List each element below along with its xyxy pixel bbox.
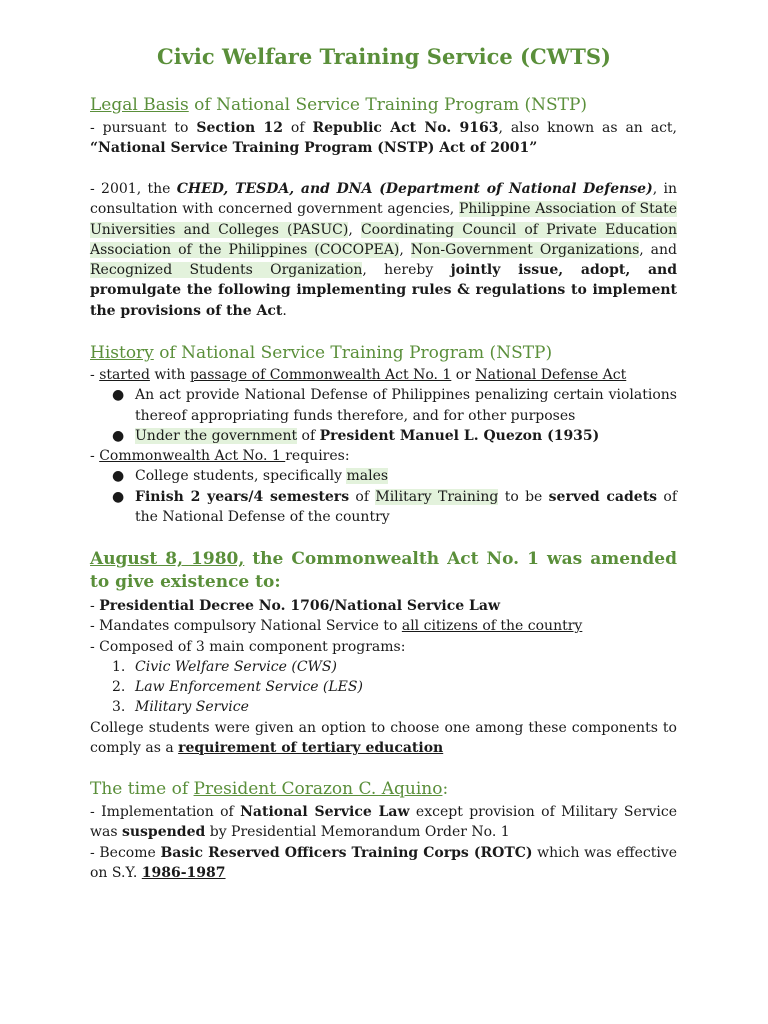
- suspended-text: suspended: [121, 824, 206, 841]
- history-bullets-2: [90, 466, 677, 527]
- rotc-text: Basic Reserved Officers Training Corps (ROTC): [160, 845, 533, 861]
- history-heading: [90, 342, 677, 364]
- list-number: 1.: [112, 658, 126, 675]
- bullet-icon: ●: [112, 387, 125, 404]
- bullet-icon: ●: [112, 468, 125, 485]
- august-heading-rest: the Commonwealth Act No. 1 was amended to give existence to:: [90, 549, 677, 592]
- text-run: The time of: [90, 779, 194, 799]
- history-heading-underlined: History: [90, 343, 154, 363]
- commonwealth-act-text: passage of Commonwealth Act No. 1: [189, 367, 452, 383]
- text-run: or: [451, 367, 476, 383]
- history-heading-rest: of National Service Training Program (NSTP): [153, 343, 553, 363]
- text-run: - 2001, the: [90, 181, 177, 197]
- pasuc-highlight: Philippine Association of State Universities and Colleges (PASUC): [90, 201, 677, 238]
- nstp-act-title: “National Service Training Program (NSTP) Act of 2001”: [90, 140, 538, 157]
- history-line-2: [90, 446, 677, 466]
- text-run: with: [149, 367, 190, 383]
- text-run: which was effective on S.Y.: [90, 845, 677, 882]
- national-defense-act-text: National Defense Act: [475, 367, 627, 383]
- text-run: -: [90, 367, 100, 383]
- quezon-text: President Manuel L. Quezon (1935): [319, 427, 600, 444]
- text-run: College students were given an option to choose one among these components to comply as a: [90, 719, 677, 757]
- page-title: Civic Welfare Training Service (CWTS): [156, 44, 611, 69]
- presidential-decree-text: Presidential Decree No. 1706/National Service Law: [99, 598, 501, 614]
- started-link: started: [99, 367, 150, 383]
- text-run: - Mandates compulsory National Service to: [90, 618, 402, 635]
- august-date: August 8, 1980,: [90, 549, 245, 569]
- legal-basis-heading-rest: of National Service Training Program (NSTP): [188, 95, 588, 115]
- text-run: College students, specifically: [135, 468, 347, 485]
- aquino-name: President Corazon C. Aquino: [193, 779, 443, 799]
- list-item: [90, 677, 677, 697]
- text-run: of: [349, 488, 376, 505]
- text-run: -: [90, 598, 100, 614]
- list-item: [90, 487, 677, 528]
- list-text: Civic Welfare Service (CWS): [135, 658, 337, 675]
- list-item: [90, 466, 677, 486]
- text-run: - Become: [90, 845, 161, 861]
- cocopea-highlight: Coordinating Council of Private Education Association of the Philippines (COCOPEA): [90, 221, 677, 258]
- text-run: , in consultation with concerned government agencies,: [90, 181, 677, 218]
- legal-basis-paragraph-2: [90, 179, 677, 321]
- rso-highlight: Recognized Students Organization: [90, 262, 363, 279]
- bullet-icon: ●: [112, 427, 125, 444]
- commonwealth-act-ref: Commonwealth Act No. 1: [99, 448, 286, 465]
- august-heading: [90, 548, 677, 593]
- text-run: :: [442, 779, 449, 799]
- component-programs-list: [90, 657, 677, 718]
- august-line-2: [90, 616, 677, 636]
- text-run: by Presidential Memorandum Order No. 1: [205, 824, 510, 841]
- history-line-1: [90, 365, 677, 385]
- text-run: - pursuant to: [90, 120, 197, 136]
- bullet-text: An act provide National Defense of Philippines penalizing certain violations thereof appropriating funds therefore, and for other purposes: [135, 387, 677, 424]
- list-item: [90, 426, 677, 446]
- served-cadets-text: served cadets: [548, 488, 658, 505]
- section-12: Section 12: [196, 120, 284, 136]
- aquino-paragraph-1: [90, 802, 677, 843]
- august-line-4: [90, 718, 677, 759]
- national-service-law-text: National Service Law: [240, 804, 410, 820]
- bullet-icon: ●: [112, 488, 125, 505]
- list-item: [90, 385, 677, 426]
- text-run: of: [283, 120, 313, 136]
- legal-basis-paragraph-1: [90, 118, 677, 159]
- legal-basis-heading: [90, 94, 677, 116]
- aquino-heading: [90, 778, 677, 800]
- text-run: , and: [639, 241, 677, 258]
- list-item: [90, 657, 677, 677]
- list-text: Law Enforcement Service (LES): [135, 679, 363, 696]
- history-bullets-1: [90, 385, 677, 446]
- text-run: ,: [348, 221, 361, 238]
- text-run: requires:: [285, 448, 350, 465]
- finish-years-text: Finish 2 years/4 semesters: [135, 488, 350, 505]
- ched-tesda-dna: CHED, TESDA, and DNA (Department of National Defense): [176, 181, 653, 197]
- list-text: Military Service: [135, 699, 249, 716]
- text-run: - Implementation of: [90, 804, 241, 820]
- text-run: ,: [399, 241, 411, 258]
- jointly-issue-text: jointly issue, adopt, and promulgate the following implementing rules & regulations to implement the provisions of the Act: [90, 262, 677, 319]
- school-year-text: 1986-1987: [141, 865, 226, 882]
- legal-basis-heading-underlined: Legal Basis: [90, 95, 189, 115]
- august-line-3: - Composed of 3 main component programs:: [90, 638, 406, 655]
- text-run: .: [282, 302, 287, 319]
- august-section: [90, 596, 677, 758]
- under-government-highlight: Under the government: [135, 427, 298, 444]
- history-section: [90, 365, 677, 527]
- males-highlight: males: [346, 468, 389, 485]
- tertiary-education-text: requirement of tertiary education: [178, 740, 444, 757]
- text-run: of the National Defense of the country: [135, 488, 678, 526]
- list-item: [90, 697, 677, 717]
- list-number: 3.: [112, 699, 126, 716]
- text-run: of: [297, 427, 320, 444]
- aquino-paragraph-2: [90, 843, 677, 884]
- republic-act: Republic Act No. 9163: [312, 120, 499, 136]
- ngo-highlight: Non-Government Organizations: [410, 241, 640, 258]
- text-run: , hereby: [362, 262, 451, 279]
- all-citizens-text: all citizens of the country: [401, 618, 583, 635]
- list-number: 2.: [112, 679, 126, 696]
- text-run: to be: [498, 488, 549, 505]
- text-run: except provision of Military Service was: [90, 804, 677, 841]
- august-line-1: [90, 596, 677, 616]
- text-run: , also known as an act,: [498, 120, 677, 136]
- military-training-highlight: Military Training: [375, 488, 499, 505]
- text-run: -: [90, 448, 100, 465]
